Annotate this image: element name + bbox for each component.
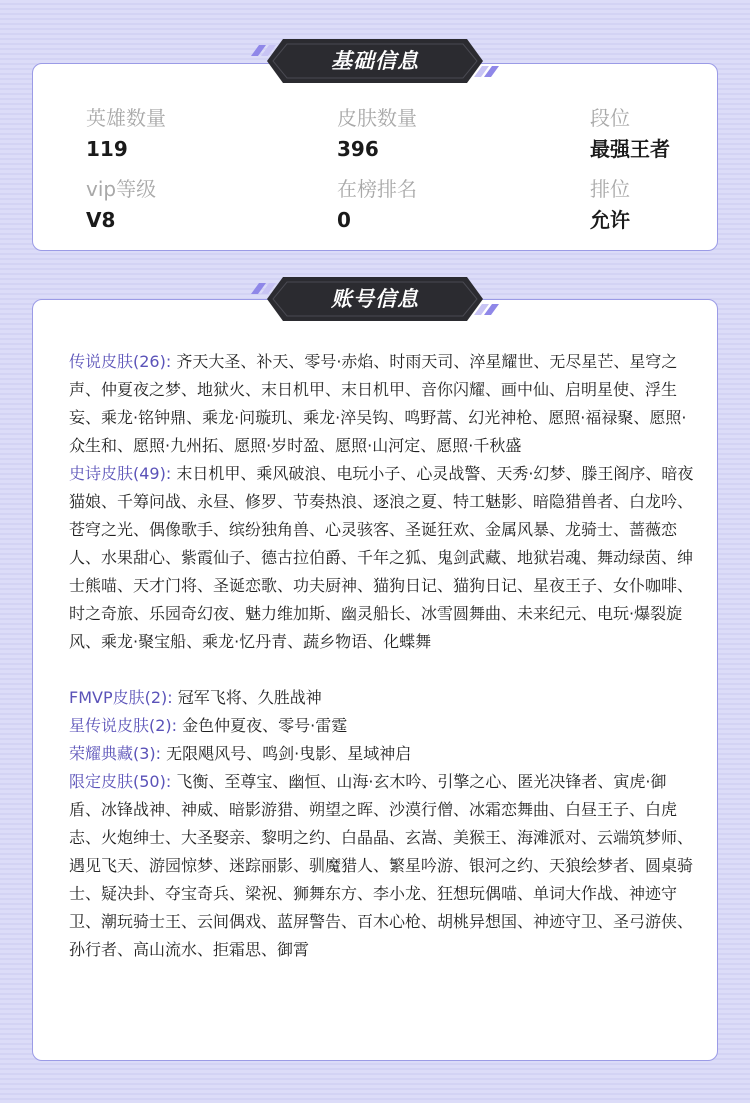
skin-names: 冠军飞将、久胜战神: [177, 688, 322, 707]
account-info-header: [247, 276, 503, 322]
skin-names: 末日机甲、乘风破浪、电玩小子、心灵战警、天秀·幻梦、滕王阁序、暗夜猫娘、千筹问战、永昼、修罗、节奏热浪、逐浪之夏、特工魅影、暗隐猎兽者、白龙吟、苍穹之光、偶像歌手、缤纷独角兽、心灵骇客、圣诞狂欢、金属风暴、龙骑士、蔷薇恋人、水果甜心、紫霞仙子、德古拉伯爵、千年之狐、鬼剑武藏、地狱岩魂、舞动绿茵、绅士熊喵、天才门将、圣诞恋歌、功夫厨神、猫狗日记、猫狗日记、星夜王子、女仆咖啡、时之奇旅、乐园奇幻夜、魅力维加斯、幽灵船长、冰雪圆舞曲、未来纪元、电玩·爆裂旋风、乘龙·聚宝船、乘龙·忆丹青、蔬乡物语、化蝶舞: [69, 464, 694, 651]
skin-category-label: 荣耀典藏(3):: [69, 744, 162, 763]
skin-names: 齐天大圣、补天、零号·赤焰、时雨天司、淬星耀世、无尽星芒、星穹之声、仲夏夜之梦、地狱火、末日机甲、末日机甲、音你闪耀、画中仙、启明星使、浮生妄、乘龙·铭钟鼎、乘龙·问璇玑、乘龙·淬吴钩、鸣野蒿、幻光神枪、愿照·福禄聚、愿照·众生和、愿照·九州拓、愿照·岁时盈、愿照·山河定、愿照·千秋盛: [69, 352, 687, 455]
leaderboard-rank-stat: [337, 175, 417, 234]
vip-level-stat: [86, 175, 156, 234]
skin-category-label: FMVP皮肤(2):: [69, 688, 173, 707]
account-info-title: 账号信息: [331, 287, 419, 311]
skin-category-label: 星传说皮肤(2):: [69, 716, 178, 735]
ranked-match-value: 允许: [590, 208, 630, 232]
hero-count-label: 英雄数量: [86, 106, 166, 130]
vip-level-value: V8: [86, 208, 116, 232]
spacer: [69, 656, 695, 684]
rank-tier-value: 最强王者: [590, 137, 670, 161]
skin-list: [69, 348, 695, 964]
skin-count-stat: [337, 104, 417, 163]
skin-category-label: 限定皮肤(50):: [69, 772, 172, 791]
skin-group-star-legend: [69, 712, 695, 740]
skin-group-fmvp: [69, 684, 695, 712]
vip-level-label: vip等级: [86, 177, 157, 201]
basic-info-card: [32, 63, 718, 251]
skin-group-epic: [69, 460, 695, 656]
skin-names: 无限飓风号、鸣剑·曳影、星域神启: [166, 744, 412, 763]
account-info-card: [32, 299, 718, 1061]
skin-group-limited: [69, 768, 695, 964]
skin-count-value: 396: [337, 137, 379, 161]
leaderboard-rank-value: 0: [337, 208, 351, 232]
basic-info-header: [247, 38, 503, 84]
skin-category-label: 传说皮肤(26):: [69, 352, 172, 371]
skin-group-legend: [69, 348, 695, 460]
hero-count-stat: [86, 104, 166, 163]
rank-tier-stat: [590, 104, 670, 163]
skin-names: 飞衡、至尊宝、幽恒、山海·玄木吟、引擎之心、匿光决锋者、寅虎·御盾、冰锋战神、神威、暗影游猎、朔望之晖、沙漠行僧、冰霜恋舞曲、白昼王子、白虎志、火炮绅士、大圣娶亲、黎明之约、白晶晶、玄嵩、美猴王、海滩派对、云端筑梦师、遇见飞天、游园惊梦、迷踪丽影、驯魔猎人、繁星吟游、银河之约、天狼绘梦者、圆桌骑士、疑决卦、夺宝奇兵、梁祝、狮舞东方、李小龙、狂想玩偶喵、单词大作战、神迹守卫、潮玩骑士王、云间偶戏、蓝屏警告、百木心枪、胡桃异想国、神迹守卫、圣弓游侠、孙行者、高山流水、拒霜思、御霄: [69, 772, 694, 959]
skin-names: 金色仲夏夜、零号·雷霆: [182, 716, 348, 735]
ranked-match-label: 排位: [590, 177, 630, 201]
skin-count-label: 皮肤数量: [337, 106, 417, 130]
basic-info-title: 基础信息: [331, 49, 419, 73]
skin-category-label: 史诗皮肤(49):: [69, 464, 172, 483]
ranked-match-stat: [590, 175, 630, 234]
hero-count-value: 119: [86, 137, 128, 161]
skin-group-glory-collection: [69, 740, 695, 768]
rank-tier-label: 段位: [590, 106, 630, 130]
leaderboard-rank-label: 在榜排名: [337, 177, 417, 201]
